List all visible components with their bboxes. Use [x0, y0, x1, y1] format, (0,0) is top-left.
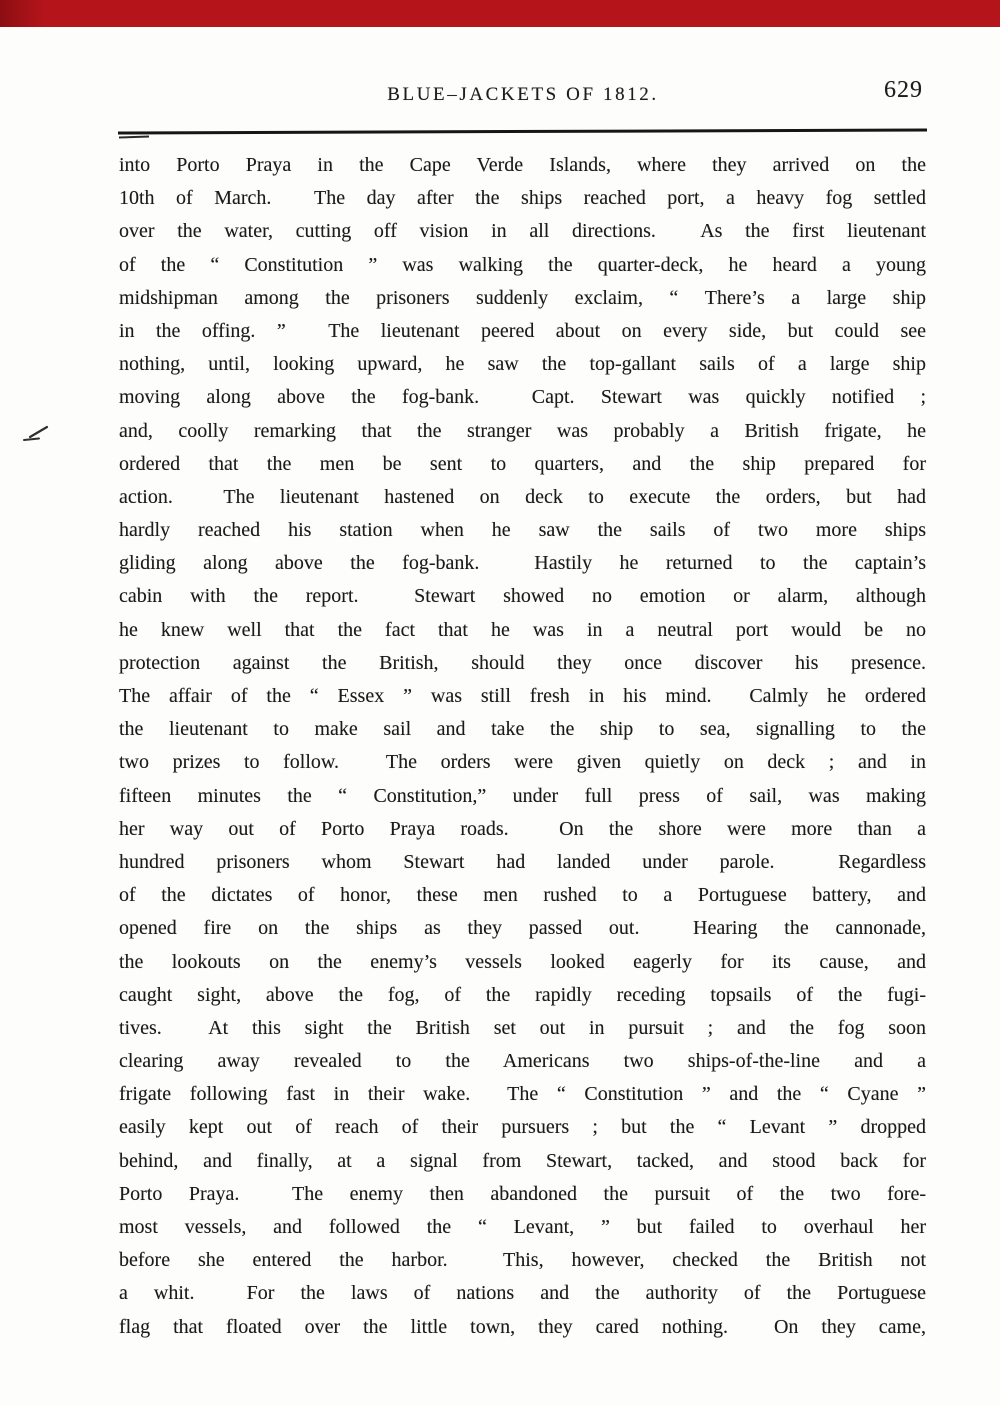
text-line: hundred prisoners whom Stewart had landed under parole. Regardless	[119, 850, 926, 873]
text-line: opened fire on the ships as they passed out. Hearing the cannonade,	[119, 917, 926, 940]
text-line: easily kept out of reach of their pursuers ; but the “ Levant ” dropped	[119, 1116, 926, 1139]
text-line: before she entered the harbor. This, however, checked the British not	[119, 1249, 926, 1272]
text-line: most vessels, and followed the “ Levant, ” but failed to overhaul her	[119, 1216, 926, 1238]
scan-edge-bar	[0, 0, 1000, 27]
text-line: hardly reached his station when he saw the sails of two more ships	[119, 519, 926, 542]
text-line: protection against the British, should they once discover his presence.	[119, 651, 926, 674]
text-line: tives. At this sight the British set out in pursuit ; and the fog soon	[119, 1016, 926, 1039]
text-line: frigate following fast in their wake. The “ Constitution ” and the “ Cyane ”	[119, 1083, 926, 1106]
text-line: nothing, until, looking upward, he saw the top-gallant sails of a large ship	[119, 353, 926, 376]
text-line: her way out of Porto Praya roads. On the shore were more than a	[119, 817, 926, 840]
text-line: moving along above the fog-bank. Capt. Stewart was quickly notified ;	[119, 386, 926, 409]
page-header-title: BLUE–JACKETS OF 1812.	[387, 84, 659, 105]
page-number: 629	[884, 77, 923, 103]
text-line: caught sight, above the fog, of the rapidly receding topsails of the fugi-	[119, 983, 926, 1006]
text-line: 10th of March. The day after the ships reached port, a heavy fog settled	[119, 187, 926, 210]
text-line: and, coolly remarking that the stranger was probably a British frigate, he	[119, 419, 926, 442]
text-line: midshipman among the prisoners suddenly exclaim, “ There’s a large ship	[119, 286, 926, 309]
text-line: Porto Praya. The enemy then abandoned the pursuit of the two fore-	[119, 1182, 926, 1205]
text-line: two prizes to follow. The orders were given quietly on deck ; and in	[119, 751, 926, 774]
text-line: flag that floated over the little town, they cared nothing. On they came,	[119, 1315, 926, 1338]
text-line: over the water, cutting off vision in all directions. As the first lieutenant	[119, 220, 926, 243]
running-header	[120, 77, 926, 112]
text-line: the lookouts on the enemy’s vessels looked eagerly for its cause, and	[119, 950, 926, 973]
text-line: gliding along above the fog-bank. Hastily he returned to the captain’s	[119, 552, 926, 575]
text-line: clearing away revealed to the Americans two ships-of-the-line and a	[119, 1050, 926, 1073]
text-line: the lieutenant to make sail and take the ship to sea, signalling to the	[119, 718, 926, 741]
margin-pencil-mark-icon	[20, 420, 54, 450]
text-line: fifteen minutes the “ Constitution,” under full press of sail, was making	[119, 784, 926, 807]
header-rule	[118, 128, 927, 134]
text-line: a whit. For the laws of nations and the authority of the Portuguese	[119, 1282, 926, 1305]
text-line: ordered that the men be sent to quarters, and the ship prepared for	[119, 452, 926, 475]
text-line: of the dictates of honor, these men rushed to a Portuguese battery, and	[119, 884, 926, 907]
text-line: The affair of the “ Essex ” was still fresh in his mind. Calmly he ordered	[119, 685, 926, 707]
text-line: of the “ Constitution ” was walking the quarter-deck, he heard a young	[119, 253, 926, 276]
text-line: in the offing. ” The lieutenant peered about on every side, but could see	[119, 319, 926, 342]
text-line: into Porto Praya in the Cape Verde Islands, where they arrived on the	[119, 154, 926, 176]
text-line: cabin with the report. Stewart showed no emotion or alarm, although	[119, 585, 926, 608]
text-line: action. The lieutenant hastened on deck to execute the orders, but had	[119, 485, 926, 508]
text-line: behind, and finally, at a signal from Stewart, tacked, and stood back for	[119, 1149, 926, 1172]
page-text	[119, 149, 926, 1344]
text-line: he knew well that the fact that he was in a neutral port would be no	[119, 618, 926, 641]
header-rule-artifact	[119, 135, 149, 138]
